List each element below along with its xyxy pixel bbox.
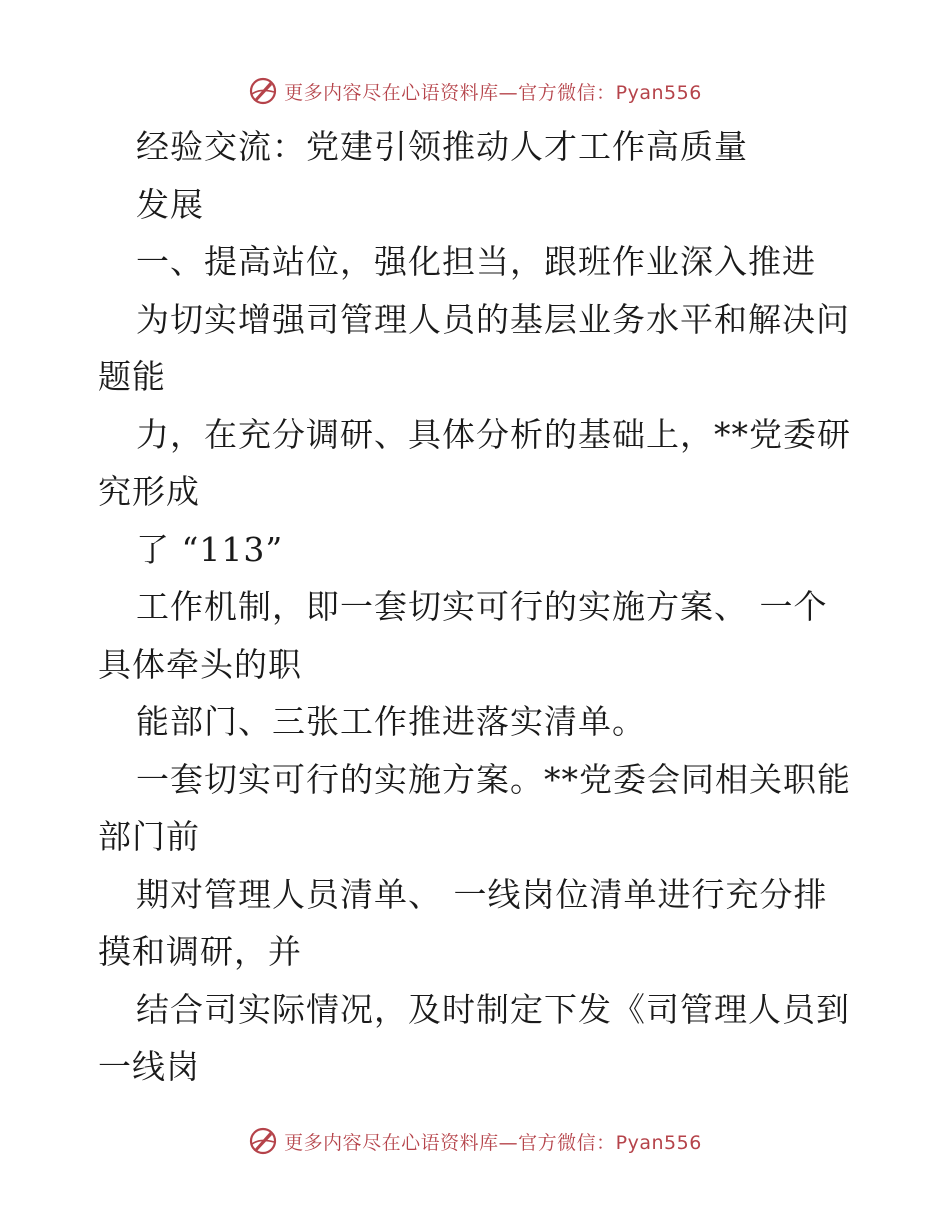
doc-line: 经验交流：党建引领推动人才工作高质量: [136, 127, 748, 166]
doc-line: 期对管理人员清单、 一线岗位清单进行充分排: [136, 874, 828, 914]
watermark-banner-top: [0, 71, 950, 111]
document-body: [98, 118, 858, 1096]
doc-line: 结合司实际情况，及时制定下发《司管理人员到: [136, 989, 850, 1029]
watermark-text: 更多内容尽在心语资料库—官方微信：Pyan556: [284, 81, 702, 104]
watermark-banner-bottom: [0, 1121, 950, 1161]
doc-line: 发展: [136, 184, 204, 224]
watermark-text: 更多内容尽在心语资料库—官方微信：Pyan556: [284, 1131, 702, 1154]
quill-logo-icon: [248, 1126, 278, 1156]
doc-line: 工作机制，即一套切实可行的实施方案、 一个: [136, 587, 828, 626]
doc-line: 了 “113”: [136, 529, 284, 569]
doc-line: 能部门、三张工作推进落实清单。: [136, 702, 646, 741]
doc-line: 摸和调研，并: [98, 932, 302, 971]
doc-line: 部门前: [98, 817, 200, 856]
doc-line: 力，在充分调研、具体分析的基础上，**党委研: [136, 414, 851, 454]
doc-line: 一套切实可行的实施方案。**党委会同相关职能: [136, 759, 851, 799]
quill-logo-icon: [248, 76, 278, 106]
doc-line: 一线岗: [98, 1047, 200, 1086]
doc-line: 具体牵头的职: [98, 644, 302, 684]
doc-line: 究形成: [98, 472, 200, 511]
doc-line: 为切实增强司管理人员的基层业务水平和解决问: [136, 299, 850, 339]
doc-line: 题能: [98, 357, 166, 396]
doc-line: 一、提高站位，强化担当，跟班作业深入推进: [136, 242, 816, 281]
